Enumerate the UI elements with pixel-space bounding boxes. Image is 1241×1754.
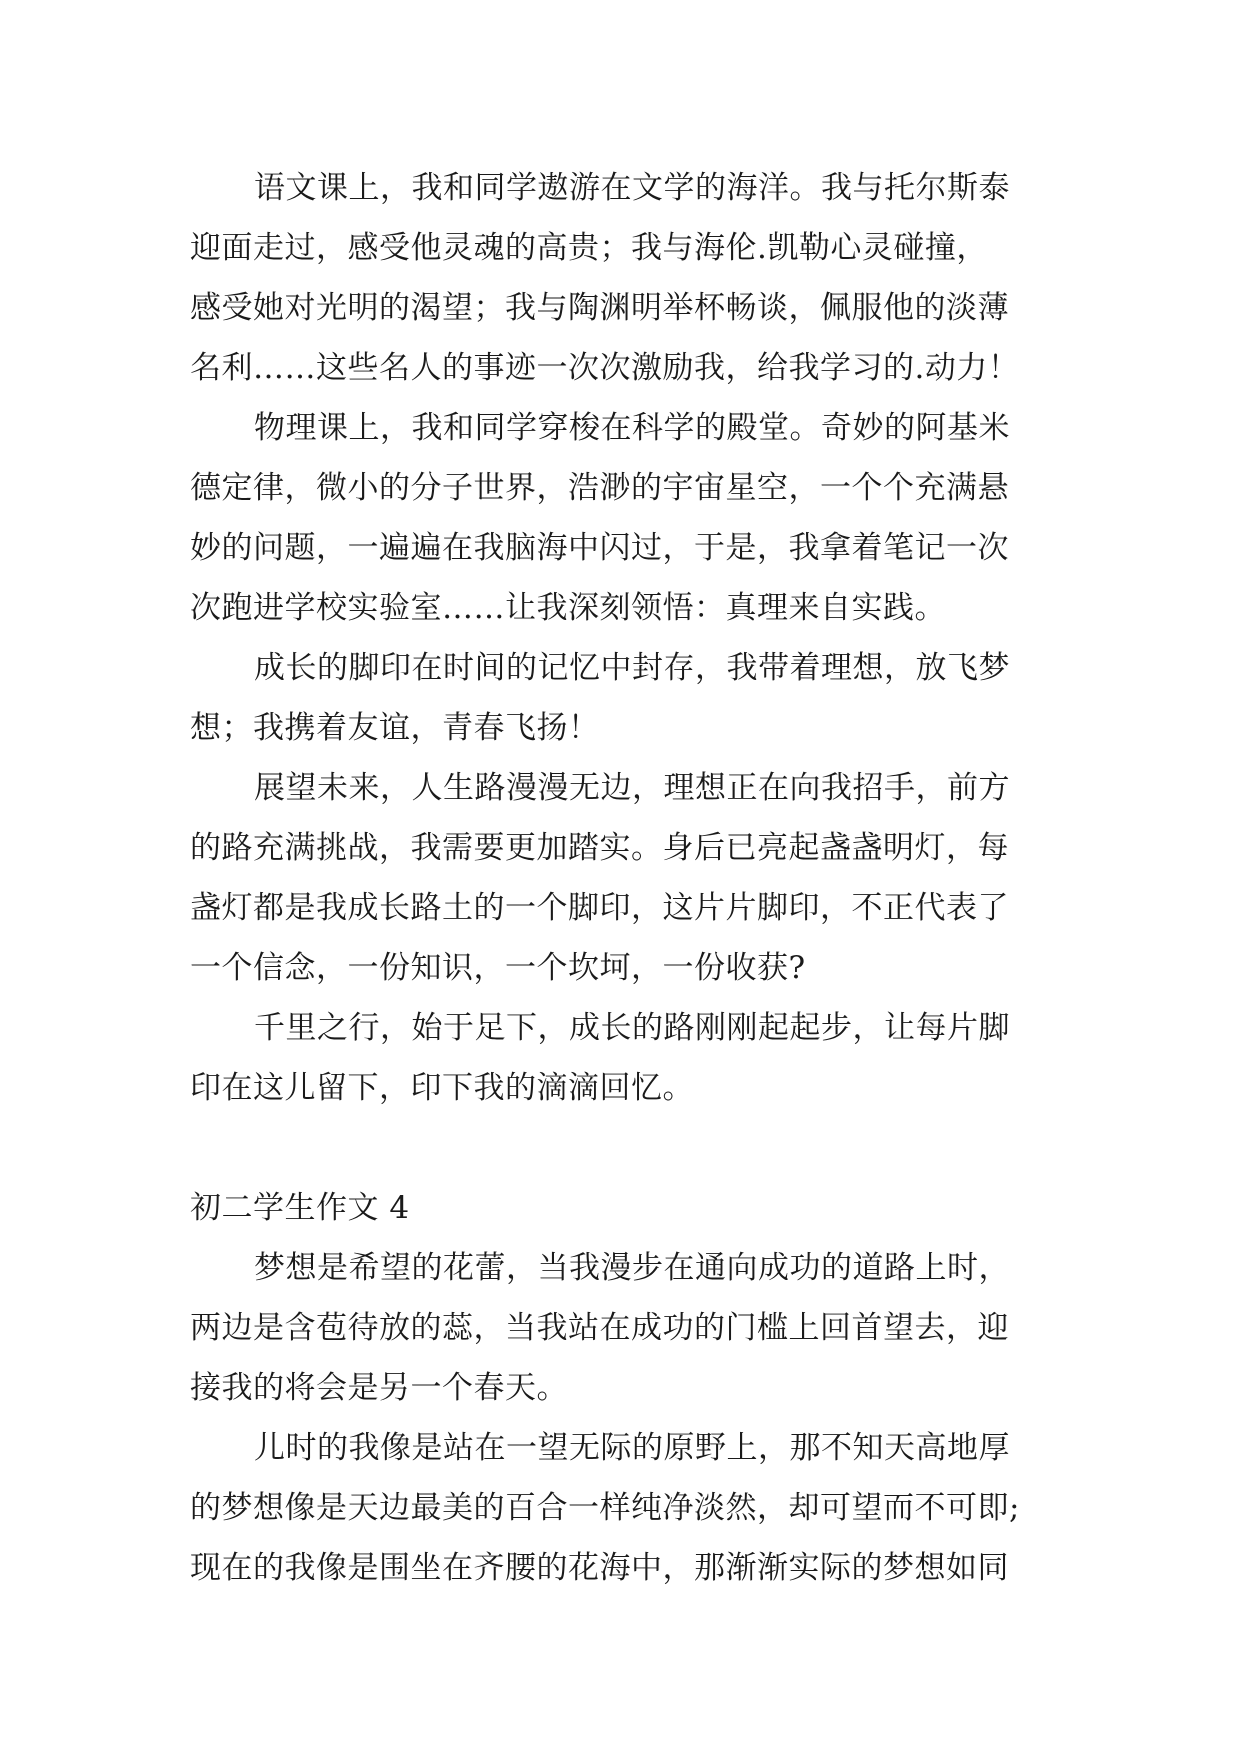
paragraph-1-line-3: 感受她对光明的渴望；我与陶渊明举杯畅谈，佩服他的淡薄 <box>190 290 1009 326</box>
paragraph-7-line-1: 儿时的我像是站在一望无际的原野上，那不知天高地厚 <box>254 1430 1010 1466</box>
paragraph-7-line-2: 的梦想像是天边最美的百合一样纯净淡然，却可望而不可即; <box>190 1490 1020 1526</box>
paragraph-5-line-1: 千里之行，始于足下，成长的路刚刚起起步，让每片脚 <box>254 1010 1010 1046</box>
paragraph-4-line-2: 的路充满挑战，我需要更加踏实。身后已亮起盏盏明灯，每 <box>190 830 1009 866</box>
paragraph-6-line-2: 两边是含苞待放的蕊，当我站在成功的门槛上回首望去，迎 <box>190 1310 1009 1346</box>
paragraph-2-line-3: 妙的问题，一遍遍在我脑海中闪过，于是，我拿着笔记一次 <box>190 530 1009 566</box>
paragraph-1-line-1: 语文课上，我和同学遨游在文学的海洋。我与托尔斯泰 <box>254 170 1010 206</box>
paragraph-7-line-3: 现在的我像是围坐在齐腰的花海中，那渐渐实际的梦想如同 <box>190 1550 1009 1586</box>
paragraph-1-line-4: 名利……这些名人的事迹一次次激励我，给我学习的.动力！ <box>190 350 1020 386</box>
paragraph-2-line-4: 次跑进学校实验室……让我深刻领悟：真理来自实践。 <box>190 590 946 626</box>
section-heading: 初二学生作文 4 <box>190 1190 410 1226</box>
paragraph-4-line-1: 展望未来，人生路漫漫无边，理想正在向我招手，前方 <box>254 770 1010 806</box>
paragraph-3-line-1: 成长的脚印在时间的记忆中封存，我带着理想，放飞梦 <box>254 650 1010 686</box>
paragraph-6-line-1: 梦想是希望的花蕾，当我漫步在通向成功的道路上时， <box>254 1250 1010 1286</box>
paragraph-4-line-3: 盏灯都是我成长路土的一个脚印，这片片脚印，不正代表了 <box>190 890 1009 926</box>
paragraph-3-line-2: 想；我携着友谊，青春飞扬！ <box>190 710 600 746</box>
paragraph-1-line-2: 迎面走过，感受他灵魂的高贵；我与海伦.凯勒心灵碰撞， <box>190 230 988 266</box>
paragraph-2-line-1: 物理课上，我和同学穿梭在科学的殿堂。奇妙的阿基米 <box>254 410 1010 446</box>
paragraph-4-line-4: 一个信念，一份知识，一个坎坷，一份收获? <box>190 950 806 986</box>
paragraph-5-line-2: 印在这儿留下，印下我的滴滴回忆。 <box>190 1070 694 1106</box>
paragraph-2-line-2: 德定律，微小的分子世界，浩渺的宇宙星空，一个个充满悬 <box>190 470 1009 506</box>
paragraph-6-line-3: 接我的将会是另一个春天。 <box>190 1370 568 1406</box>
